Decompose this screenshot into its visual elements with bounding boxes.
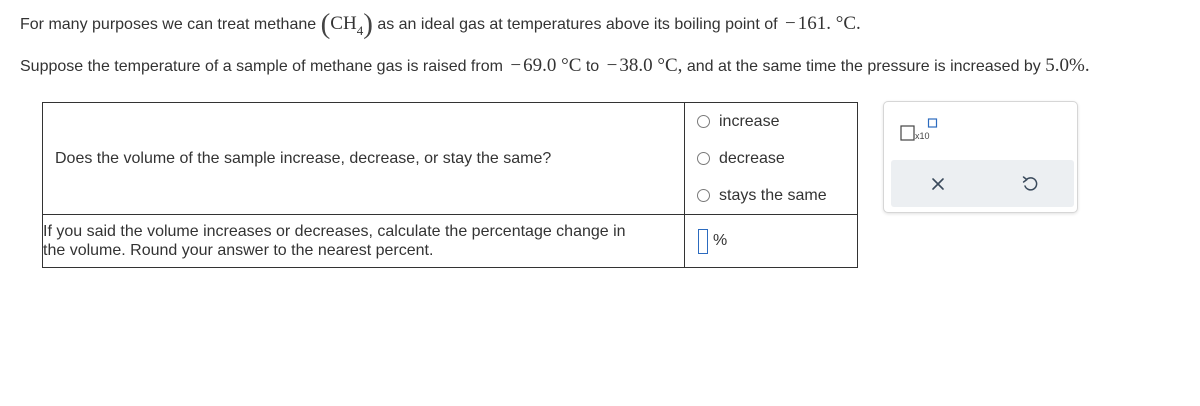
boiling-point: − 161. °C.: [785, 13, 861, 34]
right-paren: ): [363, 8, 373, 40]
svg-text:x10: x10: [915, 131, 930, 141]
t2: − 38.0 °C,: [606, 55, 683, 76]
setup-text1: Suppose the temperature of a sample of methane gas is raised from: [20, 58, 503, 75]
formula: [330, 13, 364, 38]
tools-bar: [891, 160, 1074, 207]
option-increase[interactable]: [685, 103, 857, 140]
boiling-value: 161. °C.: [797, 13, 861, 34]
setup-text2: to: [585, 58, 600, 75]
intro-after: as an ideal gas at temperatures above its boiling point of: [377, 16, 778, 33]
answer-cell: [685, 215, 858, 268]
percent-unit: %: [713, 232, 728, 249]
question1-text: Does the volume of the sample increase, decrease, or stay the same?: [43, 103, 685, 215]
intro-before: For many purposes we can treat methane: [20, 16, 317, 33]
setup-text: [20, 55, 1090, 77]
percent-answer-input[interactable]: [698, 229, 708, 254]
undo-button[interactable]: [1018, 172, 1042, 196]
math-tools-panel: [883, 101, 1078, 213]
option-decrease-label: decrease: [719, 149, 785, 167]
question-table: [42, 102, 858, 268]
radio-decrease[interactable]: [697, 152, 710, 165]
left-paren: (: [320, 8, 331, 40]
question1-row: [43, 103, 858, 215]
pressure-change: 5.0%.: [1045, 55, 1090, 76]
radio-increase[interactable]: [697, 115, 710, 128]
option-increase-label: increase: [719, 112, 780, 130]
question2-line1: If you said the volume increases or decreases, calculate the percentage change in: [43, 223, 626, 240]
option-stays-same[interactable]: [685, 177, 857, 214]
question2-text: [43, 215, 685, 268]
formula-main: CH: [330, 13, 357, 34]
question2-row: [43, 215, 858, 268]
clear-button[interactable]: [926, 172, 950, 196]
x10-button[interactable]: [900, 118, 940, 144]
option-decrease[interactable]: [685, 140, 857, 177]
x10-icon: [900, 118, 940, 144]
close-icon: [926, 172, 950, 196]
t1: − 69.0 °C: [510, 55, 582, 76]
undo-icon: [1018, 172, 1042, 196]
question1-options: [685, 103, 858, 215]
setup-text3: and at the same time the pressure is increased by: [686, 58, 1041, 75]
radio-stays-same[interactable]: [697, 189, 710, 202]
t2-value: 38.0 °C,: [619, 55, 683, 76]
t1-value: 69.0 °C: [523, 55, 582, 76]
intro-text: [20, 8, 861, 41]
formula-subscript: 4: [356, 23, 364, 38]
option-stays-same-label: stays the same: [719, 186, 827, 204]
question2-line2: the volume. Round your answer to the nearest percent.: [43, 242, 434, 259]
